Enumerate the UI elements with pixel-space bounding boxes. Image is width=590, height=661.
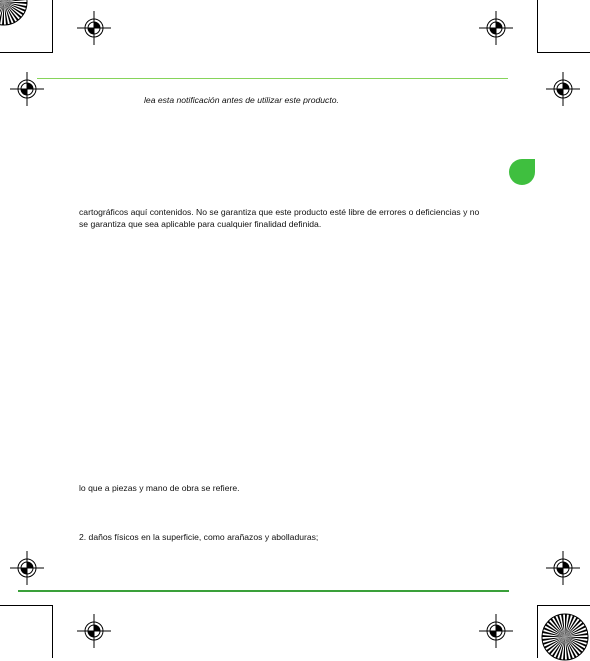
crosshair-icon: [9, 550, 45, 586]
crop-mark: [537, 52, 590, 53]
crop-mark: [537, 605, 538, 658]
paragraph-line: cartográficos aquí contenidos. No se garantiza que este producto esté libre de errores o deficiencias y no: [79, 207, 480, 217]
crop-mark: [537, 0, 538, 53]
crosshair-icon: [76, 10, 112, 46]
crosshair-icon: [545, 550, 581, 586]
crop-mark: [537, 605, 590, 606]
crop-mark: [52, 605, 53, 658]
notice-line: lea esta notificación antes de utilizar este producto.: [144, 95, 339, 105]
paragraph-line: lo que a piezas y mano de obra se refiere.: [79, 483, 240, 493]
crosshair-icon: [478, 613, 514, 649]
footer-rule: [18, 590, 509, 592]
list-item: 2. daños físicos en la superficie, como arañazos y abolladuras;: [79, 532, 319, 542]
starburst-icon: [0, 0, 28, 26]
crosshair-icon: [545, 71, 581, 107]
crosshair-icon: [478, 10, 514, 46]
crosshair-icon: [9, 71, 45, 107]
crop-mark: [52, 0, 53, 53]
paragraph-line: se garantiza que sea aplicable para cualquier finalidad definida.: [79, 219, 322, 229]
crop-mark: [0, 605, 53, 606]
section-tab-marker: [509, 159, 535, 185]
crop-mark: [0, 52, 53, 53]
header-rule: [37, 78, 508, 79]
starburst-icon: [541, 613, 589, 661]
crosshair-icon: [76, 613, 112, 649]
